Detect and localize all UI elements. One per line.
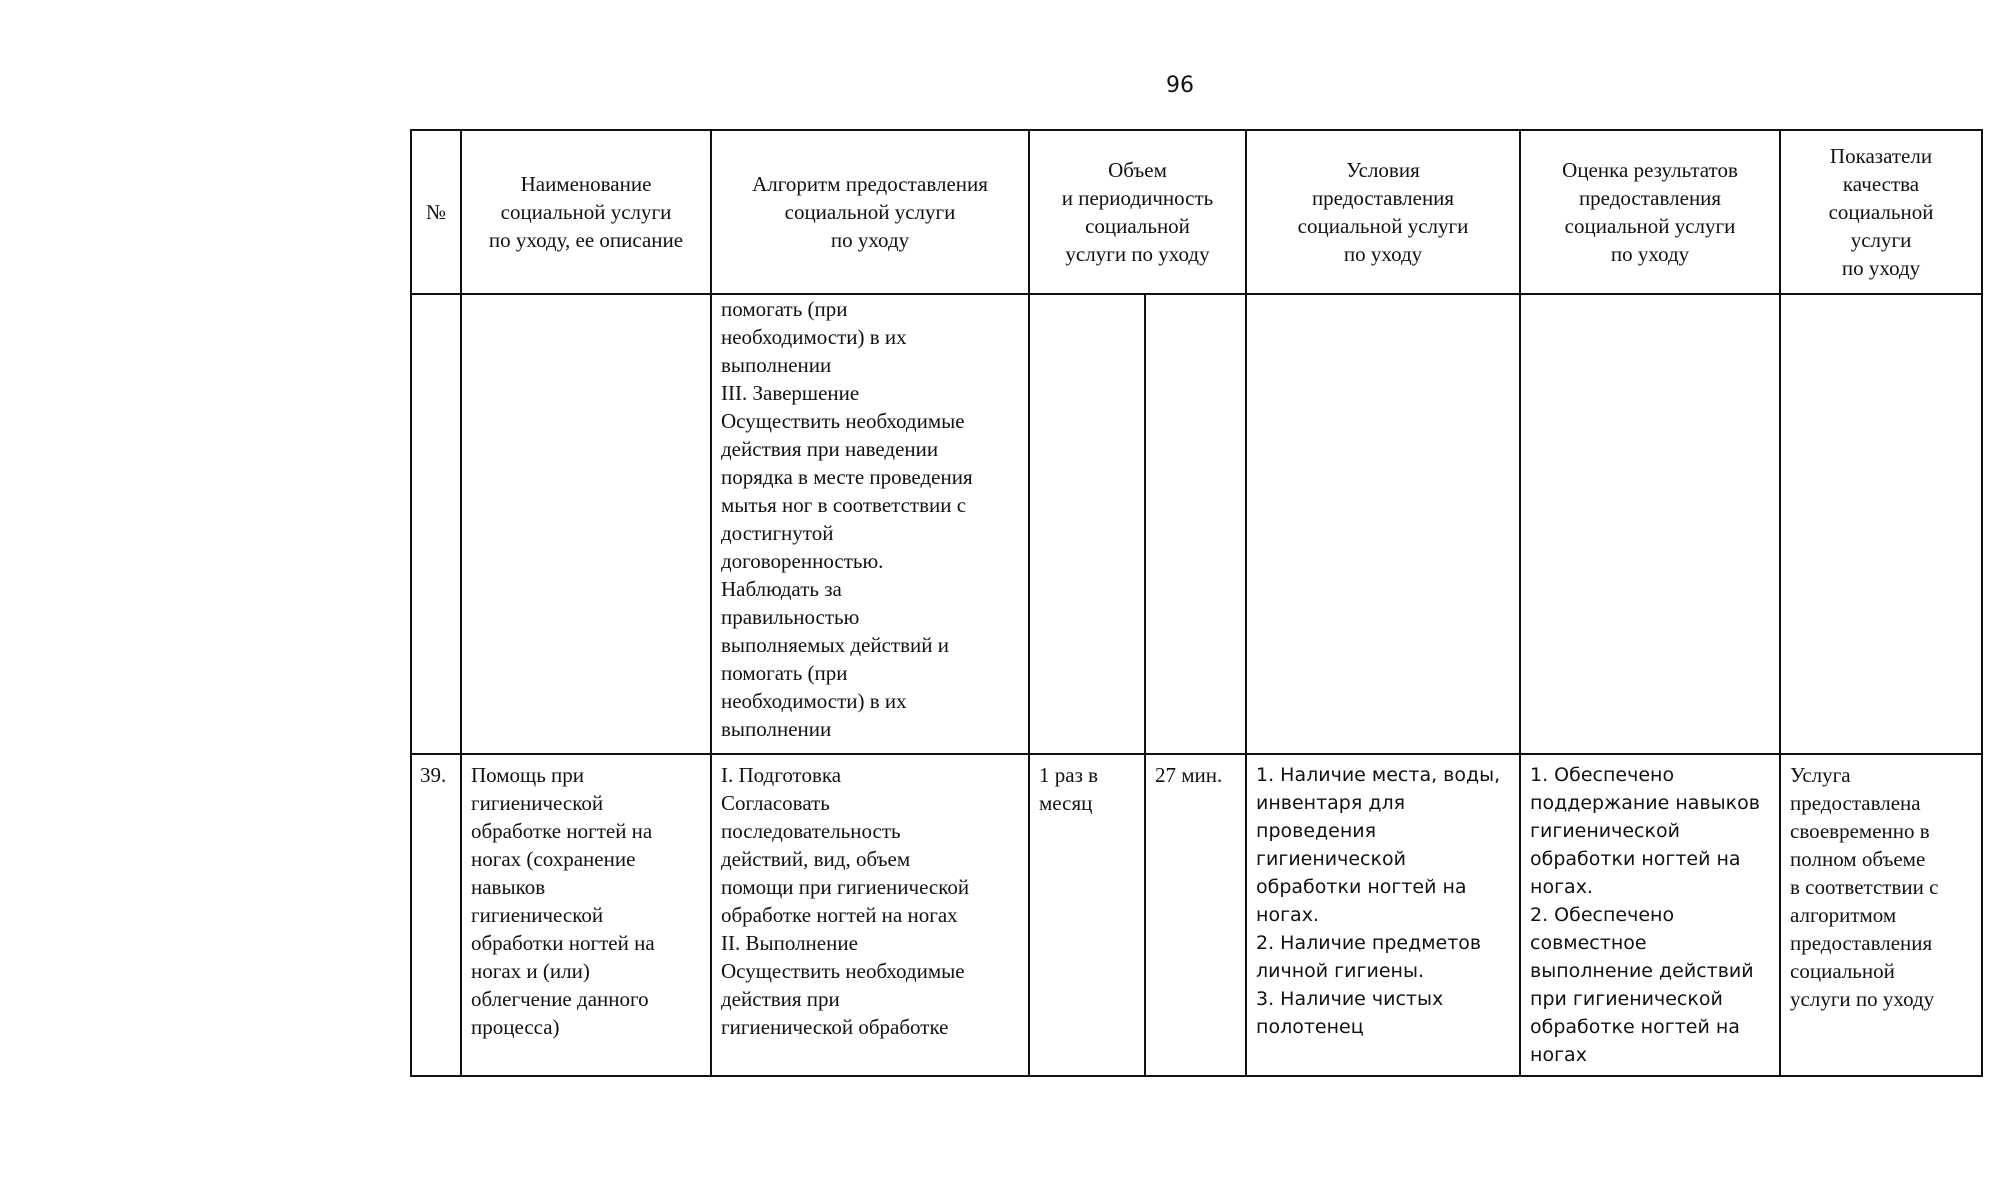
header-num: № [411, 130, 461, 294]
header-row [411, 130, 1982, 294]
service-evaluation: 1. Обеспечено поддержание навыков гигиенической обработки ногтей на ногах. 2. Обеспечено совместное выполнение действий при гигиенической обработке ногтей на ногах [1520, 754, 1780, 1076]
cont-num-cell [411, 294, 461, 754]
service-algorithm: I. Подготовка Согласовать последовательность действий, вид, объем помощи при гигиенической обработке ногтей на ногах II. Выполнение Осуществить необходимые действия при гигиенической обработке [711, 754, 1029, 1076]
row-number: 39. [411, 754, 461, 1076]
service-conditions: 1. Наличие места, воды, инвентаря для проведения гигиенической обработки ногтей на ногах. 2. Наличие предметов личной гигиены. 3. Наличие чистых полотенец [1246, 754, 1520, 1076]
service-name: Помощь при гигиенической обработке ногтей на ногах (сохранение навыков гигиенической обработки ногтей на ногах и (или) облегчение данного процесса) [461, 754, 711, 1076]
service-duration: 27 мин. [1145, 754, 1246, 1076]
header-conditions: Условия предоставления социальной услуги по уходу [1246, 130, 1520, 294]
cont-evaluation-cell [1520, 294, 1780, 754]
cont-algorithm-cell: помогать (при необходимости) в их выполнении III. Завершение Осуществить необходимые действия при наведении порядка в месте проведения мытья ног в соответствии с достигнутой договоренностью. Наблюдать за правильностью выполняемых действий и помогать (при необходимости) в их выполнении [711, 294, 1029, 754]
header-quality: Показатели качества социальной услуги по уходу [1780, 130, 1982, 294]
table-row-continuation [411, 294, 1982, 754]
cont-conditions-cell [1246, 294, 1520, 754]
service-periodicity: 1 раз в месяц [1029, 754, 1145, 1076]
page-number: 96 [1166, 73, 1194, 98]
cont-duration-cell [1145, 294, 1246, 754]
table-row-39 [411, 754, 1982, 1076]
header-evaluation: Оценка результатов предоставления социальной услуги по уходу [1520, 130, 1780, 294]
header-name: Наименование социальной услуги по уходу, ее описание [461, 130, 711, 294]
cont-quality-cell [1780, 294, 1982, 754]
service-quality: Услуга предоставлена своевременно в полном объеме в соответствии с алгоритмом предоставления социальной услуги по уходу [1780, 754, 1982, 1076]
cont-periodicity-cell [1029, 294, 1145, 754]
header-volume: Объем и периодичность социальной услуги по уходу [1029, 130, 1246, 294]
header-algorithm: Алгоритм предоставления социальной услуги по уходу [711, 130, 1029, 294]
services-table [410, 129, 1983, 1077]
cont-name-cell [461, 294, 711, 754]
